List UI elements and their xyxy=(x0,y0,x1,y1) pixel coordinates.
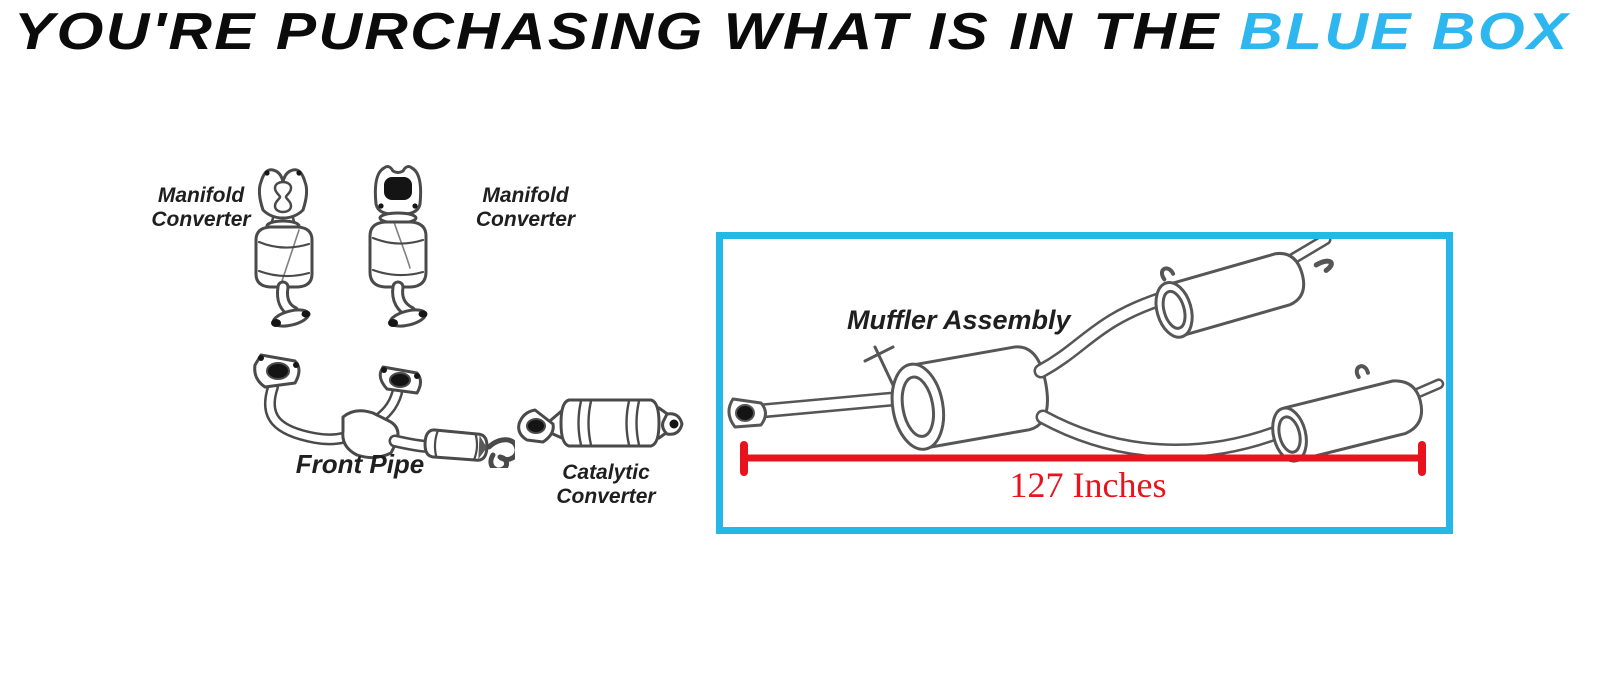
front-pipe-end-hook xyxy=(489,440,515,468)
manifold-left-label-line2: Converter xyxy=(151,207,251,231)
catalytic-converter-label xyxy=(530,461,682,508)
headline-text: YOU'RE PURCHASING WHAT IS IN THE xyxy=(14,3,1221,61)
manifold-right-flange xyxy=(375,167,420,214)
catalytic-label-line1: Catalytic xyxy=(562,461,650,484)
front-pipe-label: Front Pipe xyxy=(295,449,425,479)
manifold-converter-right-drawing xyxy=(358,156,454,336)
muffler-center-resonator xyxy=(886,342,1054,454)
catalytic-outlet xyxy=(659,408,682,438)
manifold-left-outlet xyxy=(271,287,311,329)
catalytic-inlet-flange xyxy=(519,410,554,442)
manifold-left-canister xyxy=(256,227,312,287)
manifold-right-label-line1: Manifold xyxy=(482,184,569,207)
muffler-assembly-label: Muffler Assembly xyxy=(847,305,1071,335)
headline xyxy=(14,0,1570,64)
manifold-right-outlet xyxy=(388,287,428,329)
manifold-converter-left-label xyxy=(126,184,276,231)
headline-highlight-blue-box: BLUE BOX xyxy=(1239,3,1570,61)
catalytic-label-line2: Converter xyxy=(556,484,656,508)
front-pipe-flange-left xyxy=(255,355,299,387)
measurement-value: 127 Inches xyxy=(1009,465,1167,505)
front-pipe-flange-right xyxy=(380,367,420,393)
muffler-top-rear xyxy=(1146,239,1340,341)
catalytic-body xyxy=(551,400,659,446)
muffler-inlet-flange xyxy=(729,399,766,427)
muffler-lower-pipe xyxy=(1043,417,1291,451)
blue-box-highlight xyxy=(716,232,1453,534)
manifold-right-label-line2: Converter xyxy=(475,207,576,231)
catalytic-converter-drawing xyxy=(513,376,685,468)
manifold-left-label-line1: Manifold xyxy=(157,184,245,207)
manifold-right-canister xyxy=(370,222,426,287)
manifold-converter-right-label xyxy=(448,184,603,231)
